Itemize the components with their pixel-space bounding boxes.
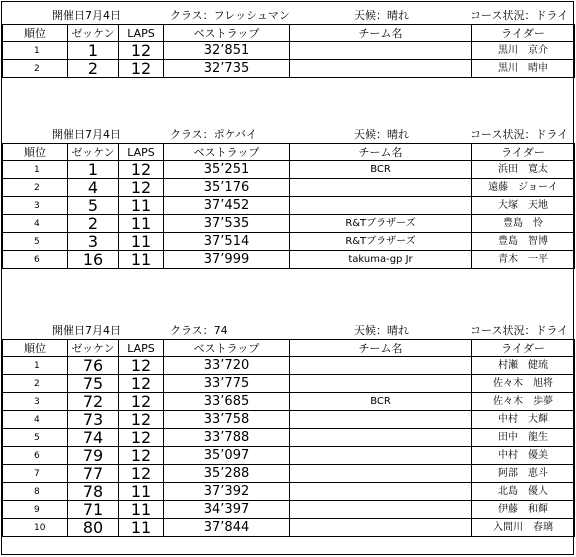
bib-cell: 80 <box>68 519 119 537</box>
rank-cell: 10 <box>3 519 68 537</box>
laps-cell: 11 <box>119 501 164 519</box>
bib-cell: 78 <box>68 483 119 501</box>
best-lap-cell: 32’735 <box>164 60 290 78</box>
weather: 天候：晴れ <box>354 324 409 337</box>
bib-header: ゼッケン <box>68 25 119 42</box>
rank-cell: 2 <box>3 179 68 197</box>
laps-cell: 12 <box>119 393 164 411</box>
header-row <box>3 25 575 42</box>
table-row <box>3 393 575 411</box>
best-lap-cell: 37’999 <box>164 251 290 269</box>
laps-cell: 11 <box>119 215 164 233</box>
rank-header: 順位 <box>3 144 68 161</box>
rank-header: 順位 <box>3 340 68 357</box>
bib-cell: 1 <box>68 161 119 179</box>
rider-cell: 阿部 恵斗 <box>472 465 575 483</box>
bib-cell: 79 <box>68 447 119 465</box>
best-lap-cell: 35’251 <box>164 161 290 179</box>
table-row <box>3 161 575 179</box>
header-row <box>3 144 575 161</box>
laps-cell: 11 <box>119 233 164 251</box>
laps-cell: 11 <box>119 197 164 215</box>
best-lap-cell: 35’176 <box>164 179 290 197</box>
rank-cell: 6 <box>3 251 68 269</box>
laps-cell: 12 <box>119 465 164 483</box>
team-cell <box>290 447 472 465</box>
rider-cell: 村瀬 健琉 <box>472 357 575 375</box>
rank-cell: 3 <box>3 197 68 215</box>
laps-cell: 12 <box>119 357 164 375</box>
bib-cell: 76 <box>68 357 119 375</box>
bib-cell: 2 <box>68 60 119 78</box>
team-header: チーム名 <box>290 144 472 161</box>
best-lap-cell: 37’844 <box>164 519 290 537</box>
bib-cell: 1 <box>68 42 119 60</box>
laps-cell: 11 <box>119 519 164 537</box>
rank-header: 順位 <box>3 25 68 42</box>
team-cell <box>290 465 472 483</box>
team-header: チーム名 <box>290 25 472 42</box>
rider-cell: 浜田 寛太 <box>472 161 575 179</box>
rider-cell: 伊藤 和輝 <box>472 501 575 519</box>
class-name: クラス：74 <box>170 324 228 337</box>
rider-cell: 佐々木 歩夢 <box>472 393 575 411</box>
team-cell <box>290 429 472 447</box>
rider-cell: 中村 大輝 <box>472 411 575 429</box>
bib-cell: 4 <box>68 179 119 197</box>
laps-header: LAPS <box>119 25 164 42</box>
team-cell <box>290 483 472 501</box>
best-lap-cell: 37’514 <box>164 233 290 251</box>
results-table <box>2 24 575 78</box>
team-cell <box>290 179 472 197</box>
weather: 天候：晴れ <box>354 128 409 141</box>
laps-header: LAPS <box>119 340 164 357</box>
table-row <box>3 429 575 447</box>
table-row <box>3 375 575 393</box>
rank-cell: 8 <box>3 483 68 501</box>
rider-cell: 青木 一平 <box>472 251 575 269</box>
rank-cell: 3 <box>3 393 68 411</box>
best-lap-cell: 35’288 <box>164 465 290 483</box>
rank-cell: 2 <box>3 375 68 393</box>
rider-cell: 北島 優人 <box>472 483 575 501</box>
table-row <box>3 179 575 197</box>
best-lap-cell: 34’397 <box>164 501 290 519</box>
best-lap-cell: 37’452 <box>164 197 290 215</box>
rank-cell: 1 <box>3 42 68 60</box>
class-name: クラス：ポケバイ <box>170 128 258 141</box>
team-header: チーム名 <box>290 340 472 357</box>
laps-cell: 12 <box>119 179 164 197</box>
team-cell <box>290 60 472 78</box>
weather: 天候：晴れ <box>354 9 409 22</box>
laps-cell: 12 <box>119 447 164 465</box>
rider-cell: 黒川 晴申 <box>472 60 575 78</box>
course-condition: コース状況：ドライ <box>470 9 569 22</box>
rider-cell: 入間川 春璃 <box>472 519 575 537</box>
laps-cell: 12 <box>119 411 164 429</box>
bib-header: ゼッケン <box>68 144 119 161</box>
rank-cell: 7 <box>3 465 68 483</box>
bib-cell: 74 <box>68 429 119 447</box>
best-lap-cell: 35’097 <box>164 447 290 465</box>
rank-cell: 2 <box>3 60 68 78</box>
rider-cell: 中村 優美 <box>472 447 575 465</box>
bib-cell: 3 <box>68 233 119 251</box>
rider-header: ライダー <box>472 25 575 42</box>
table-row <box>3 197 575 215</box>
rider-cell: 豊島 怜 <box>472 215 575 233</box>
best-lap-header: ベストラップ <box>164 25 290 42</box>
rider-header: ライダー <box>472 144 575 161</box>
rider-cell: 大塚 天地 <box>472 197 575 215</box>
best-lap-cell: 33’758 <box>164 411 290 429</box>
table-row <box>3 60 575 78</box>
results-section-freshman <box>2 8 574 78</box>
team-cell: R&Tブラザーズ <box>290 215 472 233</box>
team-cell <box>290 501 472 519</box>
team-cell <box>290 197 472 215</box>
bib-cell: 77 <box>68 465 119 483</box>
best-lap-cell: 37’535 <box>164 215 290 233</box>
rank-cell: 1 <box>3 357 68 375</box>
laps-cell: 12 <box>119 429 164 447</box>
rank-cell: 4 <box>3 215 68 233</box>
section-header <box>2 323 574 339</box>
rank-cell: 6 <box>3 447 68 465</box>
table-row <box>3 519 575 537</box>
section-header <box>2 8 574 24</box>
bib-cell: 71 <box>68 501 119 519</box>
table-row <box>3 483 575 501</box>
table-row <box>3 501 575 519</box>
bib-cell: 75 <box>68 375 119 393</box>
laps-cell: 12 <box>119 42 164 60</box>
rider-cell: 遠藤 ジョーイ <box>472 179 575 197</box>
table-row <box>3 42 575 60</box>
rider-cell: 佐々木 旭将 <box>472 375 575 393</box>
best-lap-cell: 33’685 <box>164 393 290 411</box>
bib-cell: 72 <box>68 393 119 411</box>
team-cell <box>290 519 472 537</box>
team-cell <box>290 357 472 375</box>
event-date: 開催日7月4日 <box>52 128 121 141</box>
best-lap-cell: 33’788 <box>164 429 290 447</box>
team-cell <box>290 42 472 60</box>
results-table <box>2 143 575 269</box>
results-table <box>2 339 575 537</box>
results-section-pocket-bike <box>2 127 574 269</box>
rank-cell: 5 <box>3 429 68 447</box>
table-row <box>3 251 575 269</box>
laps-cell: 11 <box>119 251 164 269</box>
team-cell: BCR <box>290 393 472 411</box>
laps-cell: 12 <box>119 375 164 393</box>
best-lap-cell: 32’851 <box>164 42 290 60</box>
best-lap-header: ベストラップ <box>164 340 290 357</box>
rider-cell: 黒川 京介 <box>472 42 575 60</box>
course-condition: コース状況：ドライ <box>470 324 569 337</box>
bib-cell: 16 <box>68 251 119 269</box>
bib-cell: 73 <box>68 411 119 429</box>
event-date: 開催日7月4日 <box>52 324 121 337</box>
team-cell: BCR <box>290 161 472 179</box>
rider-header: ライダー <box>472 340 575 357</box>
table-row <box>3 357 575 375</box>
table-row <box>3 233 575 251</box>
table-row <box>3 411 575 429</box>
event-date: 開催日7月4日 <box>52 9 121 22</box>
best-lap-cell: 33’720 <box>164 357 290 375</box>
laps-cell: 11 <box>119 483 164 501</box>
bib-cell: 2 <box>68 215 119 233</box>
table-row <box>3 465 575 483</box>
team-cell <box>290 411 472 429</box>
rank-cell: 1 <box>3 161 68 179</box>
laps-cell: 12 <box>119 161 164 179</box>
section-header <box>2 127 574 143</box>
class-name: クラス：フレッシュマン <box>170 9 290 22</box>
best-lap-cell: 33’775 <box>164 375 290 393</box>
best-lap-header: ベストラップ <box>164 144 290 161</box>
table-row <box>3 447 575 465</box>
table-row <box>3 215 575 233</box>
team-cell: R&Tブラザーズ <box>290 233 472 251</box>
best-lap-cell: 37’392 <box>164 483 290 501</box>
bib-cell: 5 <box>68 197 119 215</box>
course-condition: コース状況：ドライ <box>470 128 569 141</box>
rider-cell: 田中 龍生 <box>472 429 575 447</box>
team-cell <box>290 375 472 393</box>
results-section-74 <box>2 323 574 537</box>
laps-cell: 12 <box>119 60 164 78</box>
rider-cell: 豊島 智博 <box>472 233 575 251</box>
bib-header: ゼッケン <box>68 340 119 357</box>
laps-header: LAPS <box>119 144 164 161</box>
rank-cell: 4 <box>3 411 68 429</box>
rank-cell: 5 <box>3 233 68 251</box>
header-row <box>3 340 575 357</box>
rank-cell: 9 <box>3 501 68 519</box>
team-cell: takuma-gp Jr <box>290 251 472 269</box>
